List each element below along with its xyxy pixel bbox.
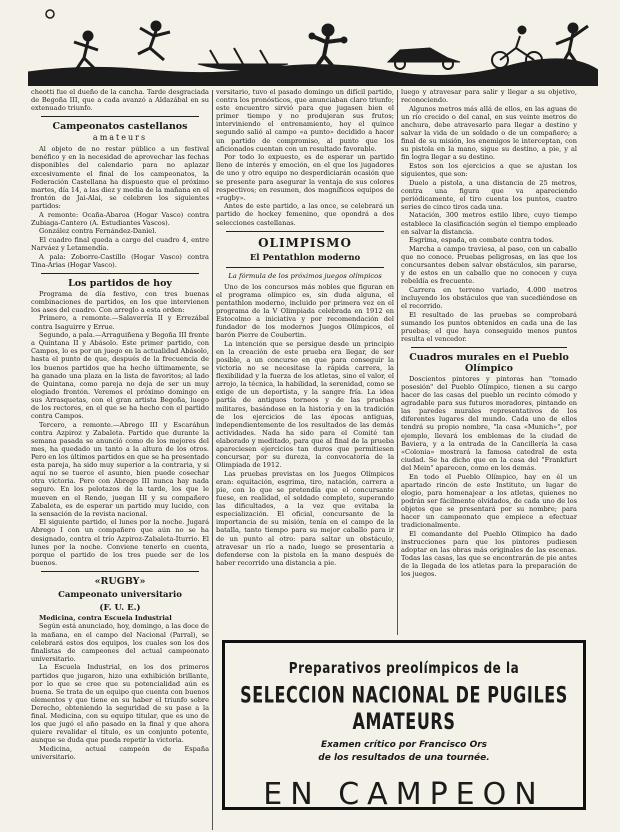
paragraph: Esgrima, espada, en combate contra todos. xyxy=(409,236,554,245)
paragraph: Medicina, actual campeón de España universitario. xyxy=(31,744,209,761)
jumper-figure-icon xyxy=(138,21,170,60)
paragraph: Las pruebas previstas en los Juegos Olímpicos eran: equitación, esgrima, tiro, natación, carrera a pie, con lo que se pretendía que el concursante fuese, en realidad, el soldado completo, superando las dificultades, a la vez que evitaba la especialización. El oficial, concursante de la importancia de su misión, tenía en el campo de la batalla, tanto tiempo para su mejor caballo para ir de un punto al otro: para saltar un obstáculo, atravesar un río a nado, luego se presentaría a defenderse con la pistola en la mano después de haber recorrido una distancia a pie. xyxy=(216,469,394,567)
paragraph: Antes de este partido, a las once, se celebrará un partido de hockey femenino, que opondrá a dos selecciones castellanas. xyxy=(216,202,394,227)
campeon-advertisement xyxy=(222,640,586,810)
section-rule xyxy=(41,116,199,117)
paragraph: Segundo, a pala.—Arraguiñena y Begoña III frente a Quintana II y Abásolo. Este primer partido, con Campos, lo es por un juego en la actualidad Abásolo, hasta el punto de que, después de la frecuencia de los buenos partidos que ha hecho últimamente, se ha ganado una plaza en la lista de favoritos; al lado de Quintana, como pareja no deja de ser un muy elogiado frontón. Veremos el próximo domingo en sus Arrasquetas, con el gran artista Begoña, luego de los rectores, en el que se ha hecho con el partido contra Campos. xyxy=(31,331,209,421)
section-rule xyxy=(226,231,384,232)
column-3 xyxy=(401,88,577,636)
paragraph: La Escuela Industrial, en los dos primeros partidos que jugaron, hizo una exhibición brillante, por lo que se cree que su potencialidad aún es buena. Se trata de un equipo que cuenta con buenos elementos y que tiene en su haber el triunfo sobre Derecho, obteniendo la seguridad de su pase a la final. Medicina, con su equipo titular, que es uno de los que jugó el año pasado en la final y que ahora quiere revalidar el título, es un conjunto potente, aunque se duda que pueda repetir la victoria. xyxy=(31,663,209,745)
paragraph: Marcha a campo traviesa, al paso, con un caballo que no conoce. Pruebas peligrosas, en las que los concursantes deben salvar obstáculos, sin pararse, y de estos en un caballo que no conocen y cuya rebeldía es frecuente. xyxy=(401,244,577,286)
section-rule xyxy=(41,273,199,274)
banner-ground xyxy=(28,59,598,86)
paragraph: Programa de día festivo, con tres buenas combinaciones de partidos, en los que intervienen los ases del cuadro. Con arreglo a esta orden: xyxy=(31,289,209,314)
column-divider-2 xyxy=(397,90,398,635)
rowing-boat-icon xyxy=(198,48,288,70)
ad-line-resultados: de los resultados de una tournée. xyxy=(318,753,490,763)
paragraph: A pala: Zoborre-Castillo (Hogar Vasco) contra Tina-Arias (Hogar Vasco). xyxy=(31,252,209,269)
paragraph: Algunos metros más allá de ellos, en las aguas de un río crecido o del canal, en sus veinte metros de anchura, debe atravesarlo para llegar a destino y salvar la vida de un soldado o de un compañero; a final de su misión, los enemigos le interceptan, con su pistola en la mano, sigue su destino, a pie, y al fin logra llegar a su destino. xyxy=(401,104,577,162)
ad-line-campeon: EN CAMPEON xyxy=(263,777,545,812)
paragraph: A remonte: Ocaña-Abaroa (Hogar Vasco) contra Zubiaga-Cantero (A. Estudiantes Vascos). xyxy=(31,210,209,227)
column-1 xyxy=(31,88,209,832)
ad-line-seleccion: SELECCION NACIONAL DE PUGILES AMATEURS xyxy=(240,681,568,735)
section-title-castellanos: Campeonatos castellanos xyxy=(52,121,188,133)
runner-figure-icon xyxy=(74,31,98,70)
column1-intro: cheotti fue el dueño de la cancha. Tarde desgraciada de Begoña III, que a cada avanzó a Aldazábal en su extenuado triunfo. xyxy=(31,88,209,113)
section-rule xyxy=(41,571,199,572)
paragraph: En todo el Pueblo Olímpico, hay en él un apartado rincón de este Instituto, un lugar de elogio, para homenajear a los atletas, quienes no podrán ser fácilmente olvidados, de cada uno de los objetos que se presentará por su nombre; para hacer un campeonato que empiece a efectuar tradicionalmente. xyxy=(401,472,577,530)
paragraph: Primero, a remonte.—Salaverría II y Errezábal contra Isaguirre y Errue. xyxy=(31,314,209,331)
boxer-figure-icon xyxy=(309,24,347,70)
ad-line-preparativos: Preparativos preolímpicos de la xyxy=(288,659,520,677)
paragraph: versitario, tuvo el pasado domingo un difícil partido, contra los pronósticos, que anunciaban claro triunfo; este encuentro sirvió para que jugasen bien el primer tiempo y no produjeran sus frutos; interviniendo el entrenamiento, hoy el quince segundo salió al campo «a punto» decidido a hacer un partido de compromiso, al punto que los aficionados cuentan con un resultado favorable. xyxy=(216,88,394,153)
paragraph: Carrera en terreno variado, 4.000 metros incluyendo los obstáculos que van sucediéndose en el recorrido. xyxy=(401,285,577,310)
paragraph: Medicina, contra Escuela Industrial xyxy=(39,613,172,622)
paragraph: Por todo lo expuesto, es de esperar un partido lleno de interés y emoción, en el que los jugadores de uno y otro equipo no desperdiciarán ocasión que se presente para asegurar la ventaja de sus colores respectivos; en resumen, dos magníficos equipos de «rugby». xyxy=(216,153,394,202)
sports-banner-illustration xyxy=(28,6,598,86)
paragraph: luego y atravesar para salir y llegar a su objetivo, reconociendo. xyxy=(401,88,577,105)
paragraph: Doscientos pintores y pintoras han "tomado posesión" del Pueblo Olímpico, tienen a su cargo hacer de las casas del pueblo un recinto cómodo y agradable para sus futuros moradores, pintando en las paredes murales representativos de los diferentes lugares del mundo. Cada uno de ellos tendrá su propio nombre, "la casa «Munich»", por ejemplo, llevará los emblemas de la ciudad de Baviera, y a la entrada de la Cancillería la casa «Colonia» mostrará la famosa catedral de esta ciudad. Se ha dicho que en la casa del "Frankfurt del Mein" aparecen, como en los demás. xyxy=(401,374,577,472)
paragraph: Duelo a pistola, a una distancia de 25 metros, contra una figura que va apareciendo periódicamente, el tiro cuenta los puntos, cuatro series de cinco tiros cada una. xyxy=(401,178,577,211)
race-car-icon xyxy=(388,48,460,69)
ad-line-examen: Examen crítico por Francisco Ors xyxy=(320,740,488,750)
paragraph: El cuadro final queda a cargo del cuadro 4, entre Narváez y Letamendía. xyxy=(31,235,209,252)
paragraph: Según está anunciado, hoy, domingo, a las doce de la mañana, en el campo del Nacional (Parral), se celebrará estos dos equipos, los cuales son los dos finalistas de campeones del actual campeonato universitario. xyxy=(31,622,209,663)
paragraph: González contra Fernández-Daniel. xyxy=(39,227,157,236)
section-subtitle-fue: (F. U. E.) xyxy=(99,602,141,613)
paragraph: El comandante del Pueblo Olímpico ha dado instrucciones para que los pintores pudiesen adoptar en las obras más originales de las escenas. Todas las casas, las que se encontrarán de pie antes de la llegada de los atletas para la preparación de los juegos. xyxy=(401,529,577,579)
section-rule xyxy=(226,267,384,268)
article-headline: La fórmula de los próximos juegos olímpicos xyxy=(228,271,382,280)
ball-icon xyxy=(46,10,54,18)
column-divider-1 xyxy=(212,90,213,830)
section-title-cuadros-murales: Cuadros murales en el Pueblo Olímpico xyxy=(409,351,569,374)
paragraph: El siguiente partido, el lunes por la noche. Jugará Abrego I con un compañero que aún no se ha designado, contra el trío Azpiroz-Zabaleta-Iturrio. El lunes por la noche. Conviene tenerlo en cuenta, porque el partido de los tres puede ser de los buenos. xyxy=(31,518,209,567)
section-title-rugby: «RUGBY» xyxy=(94,575,146,587)
section-title-olimpismo: OLIMPISMO xyxy=(258,235,352,250)
paragraph: Tercero, a remonte.—Abrego III y Escaráhun contra Azpiroz y Zabaleta. Partido que durante la semana pasada se anunció como de los mejores del mes, ha quedado un tanto a la altura de los otros. Pero en los últimos partidos en que se ha presentado esta pareja, ha sido muy superior a la contraria, y si aquí no se tuerce el asunto, bien puede cosechar otra victoria. Pero con Abrego III nunca hay nada seguro. En los pelotazos de la tarde, los que le mueven en el Rendo, juegan III y su compañero Zabaleta, es de esperar un partido muy lucido, con la sensación de la revista nacional. xyxy=(31,420,209,518)
section-rule xyxy=(411,347,567,348)
paragraph: Uno de los concursos más nobles que figuran en el programa olímpico es, sin duda alguna, el pentathlon moderno, incluido por primera vez en el programa de la V Olimpiada celebrada en 1912 en Estocolmo a iniciativa y por recomendación del fundador de los modernos Juegos Olímpicos, el barón Pierre de Coubertin. xyxy=(216,282,394,340)
paragraph: Al objeto de no restar público a un festival benéfico y en la necesidad de aprovechar las fechas disponibles del calendario para no aplazar excesivamente el final de los campeonatos, la Federación Castellana ha dispuesto que el próximo martes, día 14, a las diez y media de la mañana en el frontón de Jai-Alai, se celebren los siguientes partidos: xyxy=(31,145,209,210)
section-title-partidos: Los partidos de hoy xyxy=(68,277,172,289)
section-subtitle-amateurs: amateurs xyxy=(92,133,148,143)
paragraph: La intención que se persigue desde un principio en la creación de este prueba era llegar, de ser posible, a un concurso en que para conseguir la victoria no se necesitase la rápida carrera, la flexibilidad y la fuerza de los atletas, sino el valor, el arrojo, la técnica, la habilidad, la serenidad, como se exige de un deportista, y la sangre fría. La idea partía de antiguos torneos y de las pruebas militares, basándose en la historia y en la tradición de los ejercicios de las épocas antiguas, independientemente de los resultados de las demás actividades. Nada ha sido para el Comité tan elaborado y meditado, para que al final de la prueba apareciesen ejercicios tan duros que permitiesen concursar, por su dureza, la convocatoria de la Olimpiada de 1912. xyxy=(216,339,394,470)
paragraph: Estos son los ejercicios a que se ajustan los siguientes, que son: xyxy=(401,161,577,178)
section-subtitle-pentathlon: El Pentathlon moderno xyxy=(249,252,361,263)
paragraph: El resultado de las pruebas se comprobará sumando los puntos obtenidos en cada una de las pruebas; el que haya conseguido menos puntos resulta el vencedor. xyxy=(401,310,577,343)
column-2 xyxy=(216,88,394,636)
paragraph: Natación, 300 metros estilo libre, cuyo tiempo establece la clasificación según el tiempo empleado en salvar la distancia. xyxy=(401,211,577,236)
section-subtitle-universitario: Campeonato universitario xyxy=(58,589,182,600)
